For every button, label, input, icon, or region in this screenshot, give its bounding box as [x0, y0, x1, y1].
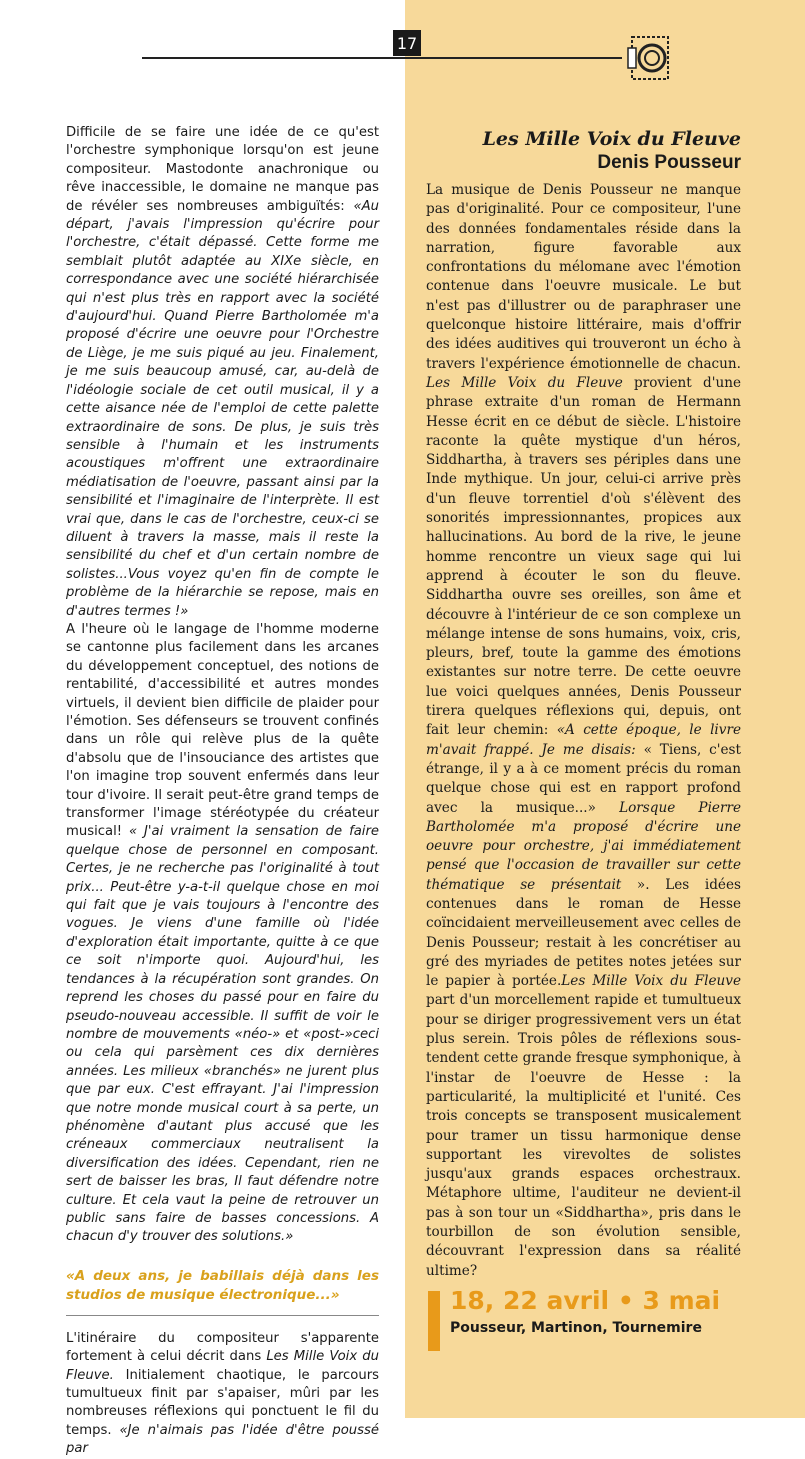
- right-quote-2: Lorsque Pierre Bartholomée m'a proposé d'écrire une oeuvre pour orchestre, j'ai immédiatement pensé que l'occasion de travailler sur cette thématique se présentait: [426, 799, 742, 893]
- concert-performers: Pousseur, Martinon, Tournemire: [450, 1320, 702, 1336]
- work-title: Les Mille Voix du Fleuve: [482, 128, 741, 150]
- right-text-4: ». Les idées contenues dans le roman de Hesse coïncidaient merveilleusement avec celles de Denis Pousseur; restait à les concrétiser au gré des myriades de petites notes jetées sur le papier à portée.: [426, 876, 742, 990]
- right-paragraph: [426, 181, 741, 1281]
- right-text-3: « Tiens, c'est étrange, il y a à ce moment précis du roman quelque chose qui est en rapport profond avec la musique...»: [426, 741, 741, 816]
- pull-quote-divider: [66, 1315, 379, 1316]
- concert-dates: 18, 22 avril • 3 mai: [450, 1286, 721, 1315]
- page-number: 17: [393, 30, 421, 56]
- right-work-title-2: Les Mille Voix du Fleuve: [561, 973, 741, 990]
- left-paragraph-1: [66, 124, 379, 621]
- right-text-5: part d'un morcellement rapide et tumultueux pour se diriger progressivement vers un état plus serein. Trois pôles de réflexions sous-tendent cette grande fresque symphonique, à l'instar de l'oeuvre de Hesse : la particularité, la multiplicité et l'unité. Ces trois concepts se transposent musicalement pour tramer un tissu harmonique dense supportant les virevoltes de solistes jusqu'aux grands espaces orchestraux. Métaphore ultime, l'auditeur ne devient-il pas à son tour un «Siddhartha», pris dans le tourbillon de son évolution sensible, découvrant l'expression dans sa réalité ultime?: [426, 992, 741, 1279]
- left-paragraph-3: [66, 1330, 379, 1459]
- composer-name: Denis Pousseur: [597, 152, 741, 173]
- right-work-title-1: Les Mille Voix du Fleuve: [426, 374, 623, 391]
- left-paragraph-2-quote: « J'ai vraiment la sensation de faire quelque chose de personnel en composant. Certes, je ne recherche pas l'originalité à tout prix... Peut-être y-a-t-il quelque chose en moi qui fait que je vais toujours à l'encontre des vogues. Je viens d'une famille où l'idée d'exploration était importante, quitte à ce que ce soit n'importe quoi. Aujourd'hui, les tendances à la récupération sont grandes. On reprend les choses du passé pour en faire du pseudo-nouveau accessible. Il suffit de voir le nombre de mouvements «néo-» et «post-»ceci ou cela qui parsèment ces dix dernières années. Les milieux «branchés» ne jurent plus que par eux. C'est effrayant. J'ai l'impression que notre monde musical court à sa perte, un phénomène d'autant plus accusé que les créneaux commerciaux neutralisent la diversification des idées. Cependant, rien ne sert de baisser les bras, Il faut défendre notre culture. Et cela vaut la peine de retrouver un public sans faire de basses concessions. A chacun d'y trouver des solutions.»: [66, 824, 379, 1245]
- left-paragraph-3-quote: «Je n'aimais pas l'idée d'être poussé par: [66, 1422, 379, 1457]
- right-article-column: [426, 181, 741, 1281]
- left-paragraph-1-text: Difficile de se faire une idée de ce qu'est l'orchestre symphonique lorsqu'on est jeune compositeur. Mastodonte anachronique ou rêve inaccessible, le domaine ne manque pas de révéler ses nombreuses ambiguïtés:: [66, 125, 379, 214]
- right-quote-1: «A cette époque, le livre m'avait frappé. Je me disais:: [426, 722, 741, 758]
- header-rule: [142, 57, 622, 59]
- left-paragraph-3-text: L'itinéraire du compositeur s'apparente fortement à celui décrit dans: [66, 1330, 379, 1365]
- left-paragraph-3-text-2: Initialement chaotique, le parcours tumultueux finit par s'apaiser, mûri par les nombreuses réflexions qui ponctuent le fil du temps.: [66, 1367, 379, 1438]
- left-paragraph-2: [66, 621, 379, 1247]
- dates-accent-bar: [428, 1291, 440, 1351]
- right-text-1: La musique de Denis Pousseur ne manque pas d'originalité. Pour ce compositeur, l'une des données fondamentales réside dans la narration, figure favorable aux confrontations du mélomane avec l'émotion contenue dans l'oeuvre musicale. Le but n'est pas d'illustrer ou de paraphraser une quelconque histoire littéraire, mais d'offrir des idées auditives qui trouveront un écho à travers l'expérience émotionnelle de chacun.: [426, 182, 741, 372]
- right-text-2: provient d'une phrase extraite d'un roman de Hermann Hesse écrit en ce début de siècle. L'histoire raconte la quête mystique d'un héros, Siddhartha, à travers ses périples dans une Inde mythique. Un jour, celui-ci arrive près d'un fleuve torrentiel d'où s'élèvent des sonorités impressionnantes, propices aux hallucinations. Au bord de la rive, le jeune homme rencontre un vieux sage qui lui apprend à écouter le son du fleuve. Siddhartha ouvre ses oreilles, son âme et découvre à l'intérieur de ce son complexe un mélange intense de sons humains, voix, cris, pleurs, bref, toute la gamme des émotions existantes sur notre terre. De cette oeuvre lue voici quelques années, Denis Pousseur tirera quelques réflexions qui, depuis, ont fait leur chemin:: [426, 374, 741, 739]
- theatre-logo-icon: [626, 34, 672, 82]
- left-paragraph-3-work-title: Les Mille Voix du Fleuve.: [66, 1349, 379, 1383]
- left-article-column: [66, 124, 379, 1459]
- pull-quote: «A deux ans, je babillais déjà dans les studios de musique électronique...»: [66, 1267, 379, 1303]
- left-paragraph-2-text: A l'heure où le langage de l'homme moderne se cantonne plus facilement dans les arcanes du développement conceptuel, des notions de rentabilité, d'accessibilité et autres mondes virtuels, il devient bien difficile de plaider pour l'émotion. Ses défenseurs se trouvent confinés dans un rôle qui relève plus de la quête d'absolu que de l'insouciance des artistes que l'on imagine trop souvent enfermés dans leur tour d'ivoire. Il serait peut-être grand temps de transformer l'image stéréotypée du créateur musical!: [66, 621, 379, 840]
- left-paragraph-1-quote: «Au départ, j'avais l'impression qu'écrire pour l'orchestre, c'était dépassé. Cette forme me semblait plutôt adaptée au XIXe siècle, en correspondance avec une société hiérarchisée qui n'est plus très en rapport avec la société d'aujourd'hui. Quand Pierre Bartholomée m'a proposé d'écrire une oeuvre pour l'Orchestre de Liège, je me suis piqué au jeu. Finalement, je me suis beaucoup amusé, car, au-delà de l'idéologie sociale de cet outil musical, il y a cette aisance née de l'emploi de cette palette extraordinaire de sons. De plus, je suis très sensible à l'humain et les instruments acoustiques m'offrent une extraordinaire médiatisation de l'oeuvre, passant ainsi par la sensibilité et l'imaginaire de l'interprète. Il est vrai que, dans le cas de l'orchestre, ceux-ci se diluent à travers la masse, mais il reste la sensibilité du chef et d'un certain nombre de solistes...Vous voyez qu'en fin de compte le problème de la hiérarchie se repose, mais en d'autres termes !»: [66, 198, 379, 619]
